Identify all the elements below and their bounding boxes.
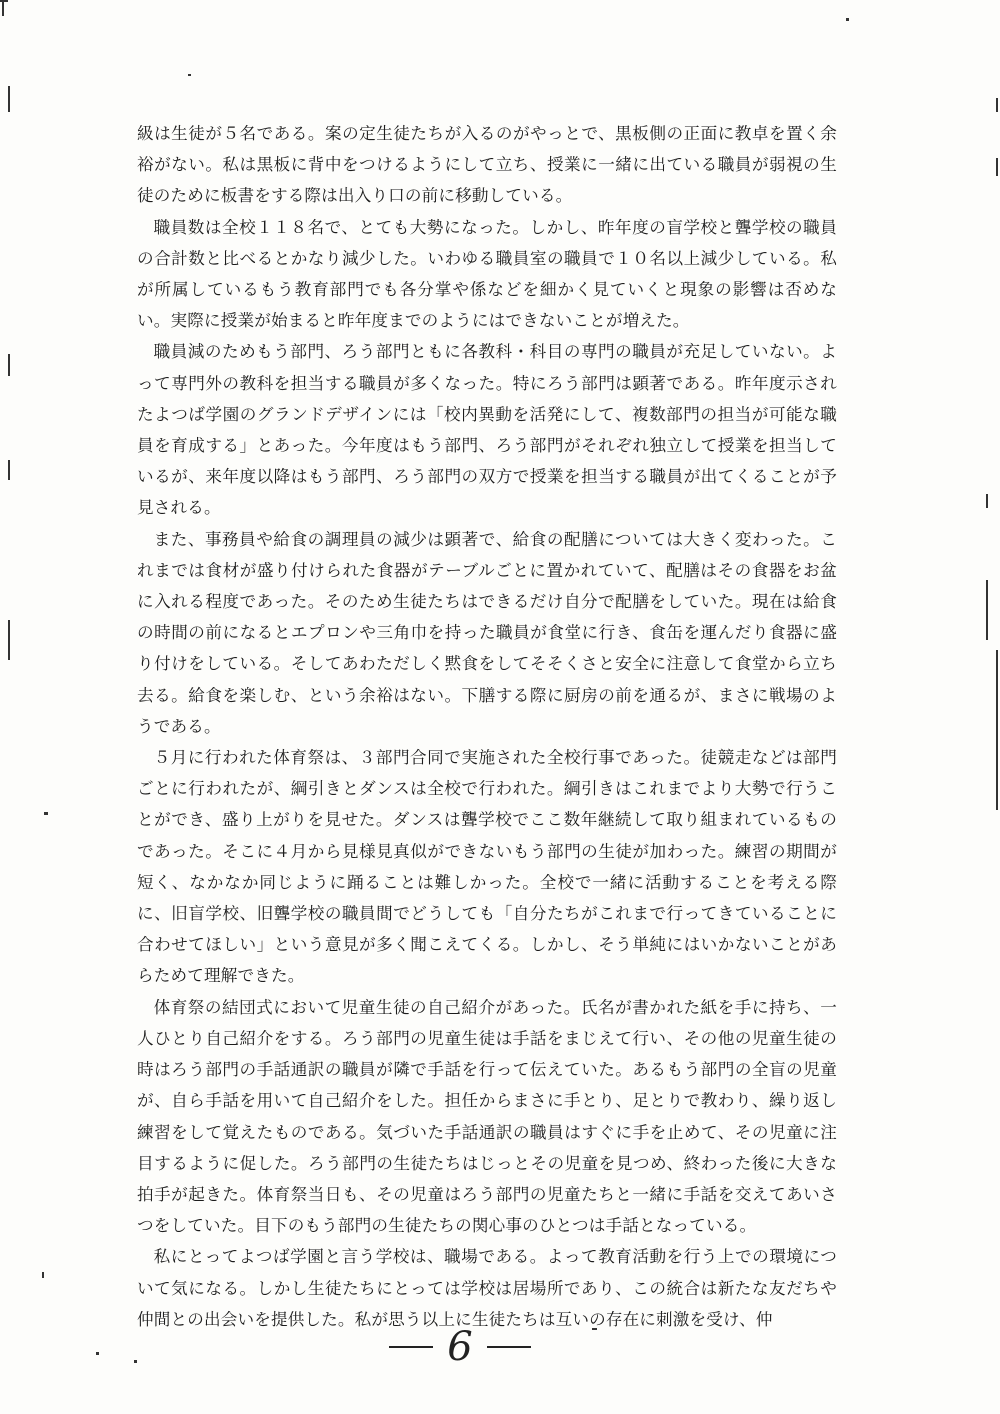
scan-mark	[986, 494, 988, 508]
scan-mark	[134, 1360, 137, 1363]
paragraph: また、事務員や給食の調理員の減少は顕著で、給食の配膳については大きく変わった。これまでは食材が盛り付けられた食器がテーブルごとに置かれていて、配膳はその食器をお盆に入れる程度であった。そのため生徒たちはできるだけ自分で配膳をしていた。現在は給食の時間の前になるとエプロンや三角巾を持った職員が食堂に行き、食缶を運んだり食器に盛り付けをしている。そしてあわただしく黙食をしてそそくさと安全に注意して食堂から立ち去る。給食を楽しむ、という余裕はない。下膳する際に厨房の前を通るが、まさに戦場のようである。	[137, 529, 837, 736]
scan-mark	[42, 1272, 44, 1278]
scan-mark	[8, 86, 10, 112]
scan-mark	[8, 620, 10, 660]
scan-mark	[996, 158, 998, 176]
paragraph: 職員減のためもう部門、ろう部門ともに各教科・科目の専門の職員が充足していない。よって専門外の教科を担当する職員が多くなった。特にろう部門は顕著である。昨年度示されたよつば学園のグランドデザインには「校内異動を活発にして、複数部門の担当が可能な職員を育成する」とあった。今年度はもう部門、ろう部門がそれぞれ独立して授業を担当しているが、来年度以降はもう部門、ろう部門の双方で授業を担当する職員が出てくることが予見される。	[137, 342, 837, 518]
scan-mark	[986, 580, 988, 640]
paragraph: 職員数は全校１１８名で、とても大勢になった。しかし、昨年度の盲学校と聾学校の職員の合計数と比べるとかなり減少した。いわゆる職員室の職員で１０名以上減少している。私が所属しているもう教育部門でも各分掌や係などを細かく見ていくと現象の影響は否めない。実際に授業が始まると昨年度までのようにはできないことが増えた。	[137, 217, 837, 331]
page-number-dash-right	[487, 1346, 531, 1348]
scan-mark	[996, 650, 998, 810]
page-number-dash-left	[389, 1346, 433, 1348]
scan-mark	[846, 18, 849, 21]
page-number	[380, 1322, 540, 1372]
paragraph: ５月に行われた体育祭は、３部門合同で実施された全校行事であった。徒競走などは部門ごとに行われたが、綱引きとダンスは全校で行われた。綱引きはこれまでより大勢で行うことができ、盛り上がりを見せた。ダンスは聾学校でここ数年継続して取り組まれているものであった。そこに４月から見様見真似ができないもう部門の生徒が加わった。練習の期間が短く、なかなか同じように踊ることは難しかった。全校で一緒に活動することを考える際に、旧盲学校、旧聾学校の職員間でどうしても「自分たちがこれまで行ってきていることに合わせてほしい」という意見が多く聞こえてくる。しかし、そう単純にはいかないことがあらためて理解できた。	[137, 748, 837, 986]
body-text	[137, 118, 837, 1335]
scan-mark	[2, 2, 4, 16]
scan-mark	[96, 1352, 99, 1355]
page-number-value: 6	[447, 1324, 473, 1370]
paragraph: 級は生徒が５名である。案の定生徒たちが入るのがやっとで、黒板側の正面に教卓を置く余裕がない。私は黒板に背中をつけるようにして立ち、授業に一緒に出ている職員が弱視の生徒のために板書をする際は出入り口の前に移動している。	[137, 124, 837, 206]
scan-mark	[44, 812, 48, 815]
scan-mark	[8, 460, 10, 480]
scan-mark	[8, 354, 10, 376]
paragraph: 私にとってよつば学園と言う学校は、職場である。よって教育活動を行う上での環境について気になる。しかし生徒たちにとっては学校は居場所であり、この統合は新たな友だちや仲間との出会いを提供した。私が思う以上に生徒たちは互いの存在に刺激を受け、仲	[137, 1247, 837, 1329]
scan-mark	[996, 98, 998, 112]
scan-mark	[188, 74, 191, 76]
paragraph: 体育祭の結団式において児童生徒の自己紹介があった。氏名が書かれた紙を手に持ち、一人ひとり自己紹介をする。ろう部門の児童生徒は手話をまじえて行い、その他の児童生徒の時はろう部門の手話通訳の職員が隣で手話を行って伝えていた。あるもう部門の全盲の児童が、自ら手話を用いて自己紹介をした。担任からまさに手とり、足とりで教わり、繰り返し練習をして覚えたものである。気づいた手話通訳の職員はすぐに手を止めて、その児童に注目するように促した。ろう部門の生徒たちはじっとその児童を見つめ、終わった後に大きな拍手が起きた。体育祭当日も、その児童はろう部門の児童たちと一緒に手話を交えてあいさつをしていた。目下のもう部門の生徒たちの関心事のひとつは手話となっている。	[137, 997, 837, 1236]
